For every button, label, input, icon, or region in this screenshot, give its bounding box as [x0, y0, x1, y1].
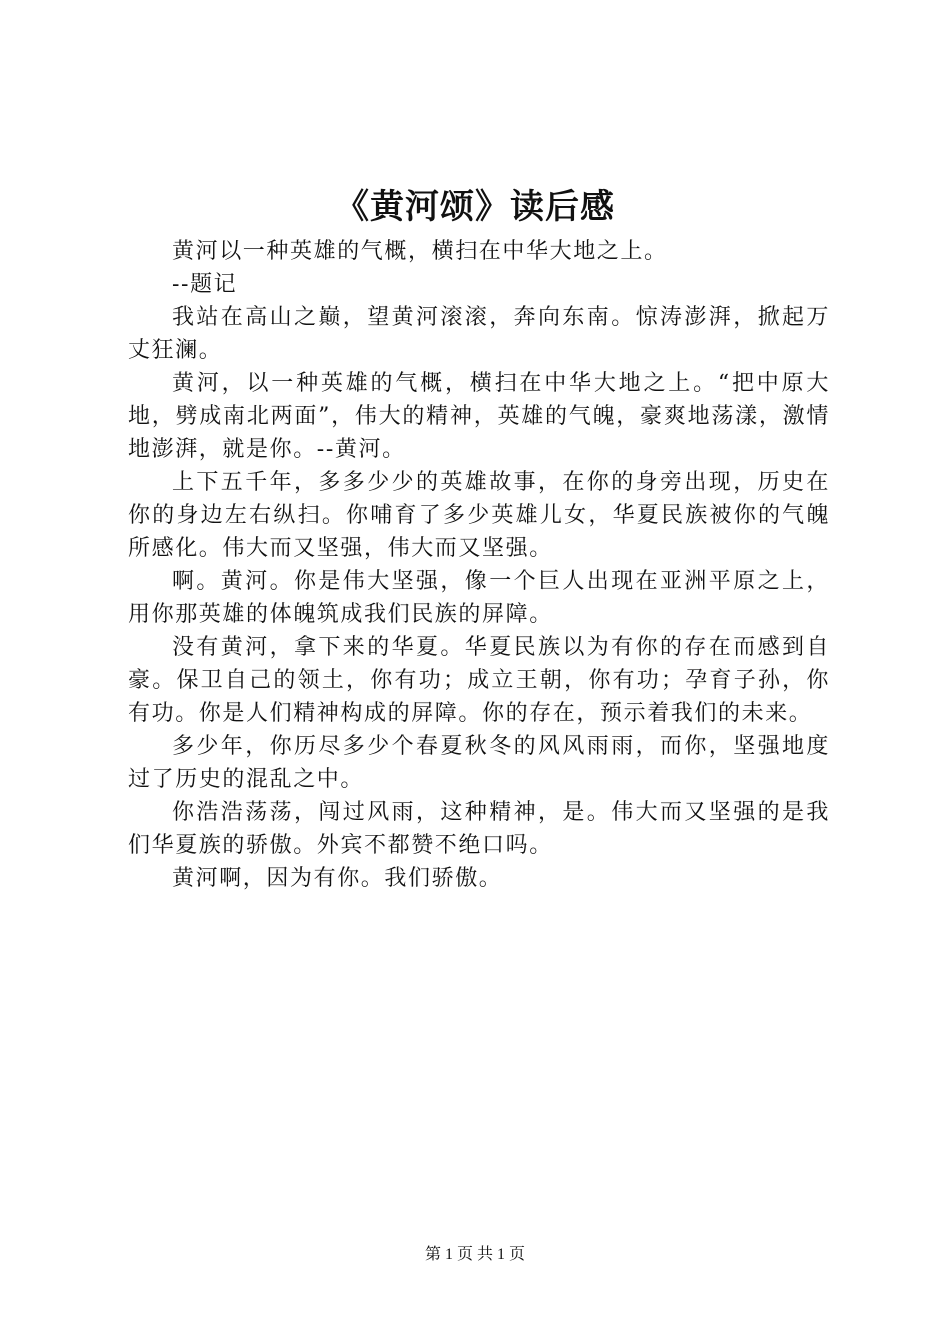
- paragraph-3: 我站在高山之巅，望黄河滚滚，奔向东南。惊涛澎湃，掀起万丈狂澜。: [128, 305, 830, 363]
- paragraph-10: 黄河啊，因为有你。我们骄傲。: [172, 866, 503, 891]
- paragraph-6: 啊。黄河。你是伟大坚强，像一个巨人出现在亚洲平原之上，用你那英雄的体魄筑成我们民族的屏障。: [128, 569, 830, 627]
- document-title: 《黄河颂》读后感: [335, 187, 615, 227]
- paragraph-9: 你浩浩荡荡，闯过风雨，这种精神，是。伟大而又坚强的是我们华夏族的骄傲。外宾不都赞不绝口吗。: [128, 800, 830, 858]
- paragraph-5: 上下五千年，多多少少的英雄故事，在你的身旁出现，历史在你的身边左右纵扫。你哺育了多少英雄儿女，华夏民族被你的气魄所感化。伟大而又坚强，伟大而又坚强。: [128, 470, 830, 561]
- paragraph-1: 黄河以一种英雄的气概，横扫在中华大地之上。: [172, 239, 668, 264]
- paragraph-8: 多少年，你历尽多少个春夏秋冬的风风雨雨，而你，坚强地度过了历史的混乱之中。: [128, 734, 830, 792]
- document-body: [128, 235, 830, 895]
- paragraph-epigraph-source: --题记: [172, 272, 238, 297]
- paragraph-7: 没有黄河，拿下来的华夏。华夏民族以为有你的存在而感到自豪。保卫自己的领土，你有功；成立王朝，你有功；孕育子孙，你有功。你是人们精神构成的屏障。你的存在，预示着我们的未来。: [128, 635, 830, 726]
- page-number-footer: 第 1 页 共 1 页: [424, 1246, 525, 1263]
- paragraph-4: 黄河，以一种英雄的气概，横扫在中华大地之上。“把中原大地，劈成南北两面”，伟大的精神，英雄的气魄，豪爽地荡漾，激情地澎湃，就是你。--黄河。: [128, 371, 830, 462]
